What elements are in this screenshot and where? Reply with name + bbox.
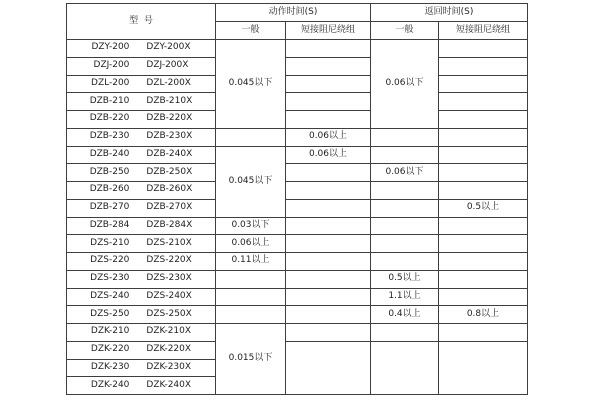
- model-number: DZK-220: [90, 344, 130, 355]
- cell-action-short: [286, 182, 371, 200]
- cell-return-short: [439, 341, 528, 394]
- table-row: [67, 217, 528, 235]
- model-number: DZK-240: [90, 379, 130, 390]
- cell-return-short: [439, 288, 528, 306]
- table-row: [67, 128, 528, 146]
- model-number: DZK-210X: [146, 326, 192, 337]
- model-number: DZK-220X: [146, 344, 192, 355]
- cell-action-short: [286, 75, 371, 93]
- model-cell: [67, 324, 216, 342]
- cell-action-short: [286, 164, 371, 182]
- header-return-short-damping: 短接阻尼绕组: [439, 22, 528, 40]
- header-model-label: 型 号: [129, 15, 153, 26]
- table-row: [67, 288, 528, 306]
- model-cell: [67, 341, 216, 359]
- cell-return-short: [439, 57, 528, 75]
- cell-return-general: 0.4以上: [371, 306, 439, 324]
- table-row: [67, 341, 528, 359]
- model-cell: [67, 164, 216, 182]
- table-row: [67, 235, 528, 253]
- cell-action-short: [286, 217, 371, 235]
- model-number: DZB-210: [89, 95, 130, 106]
- model-number: DZL-200X: [146, 77, 191, 88]
- model-number: DZB-240X: [146, 148, 193, 159]
- cell-return-short: [439, 253, 528, 271]
- header-return-general: 一般: [371, 22, 439, 40]
- cell-return-short: 0.5以上: [439, 199, 528, 217]
- model-cell: [67, 217, 216, 235]
- model-cell: [67, 93, 216, 111]
- cell-return-short: [439, 235, 528, 253]
- model-number: DZK-240X: [146, 379, 192, 390]
- header-action-short-damping: 短接阻尼绕组: [286, 22, 371, 40]
- cell-return-short: [439, 146, 528, 164]
- cell-action-short: [286, 306, 371, 324]
- cell-action-short: 0.06以上: [286, 146, 371, 164]
- cell-return-short: [439, 182, 528, 200]
- cell-return-general: [371, 182, 439, 200]
- header-action-time: 动作时间(S): [216, 4, 371, 22]
- model-cell: [67, 235, 216, 253]
- cell-return-general: 0.5以上: [371, 270, 439, 288]
- table-row: [67, 111, 528, 129]
- model-number: DZK-230X: [146, 361, 192, 372]
- table-row: [67, 75, 528, 93]
- cell-return-general: 0.06以下: [371, 164, 439, 182]
- model-cell: [67, 75, 216, 93]
- cell-return-general: 0.06以下: [371, 40, 439, 129]
- table-row: [67, 40, 528, 58]
- model-cell: [67, 199, 216, 217]
- model-number: DZS-220: [90, 255, 130, 266]
- cell-action-general: [216, 270, 286, 288]
- cell-action-general: 0.11以上: [216, 253, 286, 271]
- model-number: DZL-200: [91, 77, 130, 88]
- table-row: [67, 57, 528, 75]
- model-cell: [67, 40, 216, 58]
- model-number: DZB-270X: [146, 202, 193, 213]
- cell-action-general: 0.015以下: [216, 324, 286, 395]
- cell-action-short: [286, 40, 371, 58]
- model-number: DZJ-200: [93, 60, 130, 71]
- cell-action-general: [216, 128, 286, 146]
- cell-action-short: [286, 324, 371, 342]
- model-number: DZS-210: [90, 237, 130, 248]
- cell-return-general: [371, 324, 439, 342]
- cell-action-short: [286, 199, 371, 217]
- cell-return-short: [439, 217, 528, 235]
- cell-return-general: [371, 341, 439, 394]
- cell-return-short: [439, 270, 528, 288]
- model-number: DZY-200X: [146, 42, 191, 53]
- cell-action-short: [286, 93, 371, 111]
- cell-action-general: [216, 306, 286, 324]
- model-number: DZB-220: [89, 113, 130, 124]
- model-cell: [67, 182, 216, 200]
- header-return-time: 返回时间(S): [371, 4, 528, 22]
- model-cell: [67, 359, 216, 377]
- model-number: DZB-220X: [146, 113, 193, 124]
- model-cell: [67, 253, 216, 271]
- model-number: DZB-260X: [146, 184, 193, 195]
- cell-action-short: [286, 270, 371, 288]
- model-number: DZB-250X: [146, 166, 193, 177]
- cell-return-short: [439, 164, 528, 182]
- header-action-general: 一般: [216, 22, 286, 40]
- model-cell: [67, 57, 216, 75]
- model-number: DZB-210X: [146, 95, 193, 106]
- model-number: DZS-250X: [146, 308, 192, 319]
- table-row: [67, 164, 528, 182]
- cell-action-short: [286, 341, 371, 394]
- model-number: DZS-230X: [146, 273, 192, 284]
- table-row: [67, 93, 528, 111]
- cell-return-short: [439, 324, 528, 342]
- cell-action-short: 0.06以上: [286, 128, 371, 146]
- table-row: [67, 199, 528, 217]
- cell-action-general: 0.045以下: [216, 146, 286, 217]
- cell-return-short: [439, 93, 528, 111]
- model-number: DZK-210: [90, 326, 130, 337]
- model-cell: [67, 146, 216, 164]
- header-row-1: [67, 4, 528, 22]
- model-number: DZB-250: [89, 166, 130, 177]
- table-row: [67, 270, 528, 288]
- model-number: DZB-284X: [146, 219, 193, 230]
- model-number: DZB-230: [89, 131, 130, 142]
- table-row: [67, 306, 528, 324]
- cell-return-general: [371, 146, 439, 164]
- cell-action-short: [286, 288, 371, 306]
- cell-action-short: [286, 57, 371, 75]
- header-model: [67, 4, 216, 40]
- model-number: DZB-240: [89, 148, 130, 159]
- model-number: DZS-250: [90, 308, 130, 319]
- cell-action-general: 0.06以上: [216, 235, 286, 253]
- model-number: DZS-220X: [146, 255, 192, 266]
- table-row: [67, 253, 528, 271]
- cell-action-general: 0.045以下: [216, 40, 286, 129]
- cell-return-general: [371, 235, 439, 253]
- cell-return-short: 0.8以上: [439, 306, 528, 324]
- cell-return-short: [439, 75, 528, 93]
- model-number: DZS-240X: [146, 290, 192, 301]
- model-number: DZS-230: [90, 273, 130, 284]
- model-number: DZB-230X: [146, 131, 193, 142]
- model-cell: [67, 377, 216, 395]
- model-cell: [67, 288, 216, 306]
- model-number: DZB-284: [89, 219, 130, 230]
- model-number: DZS-210X: [146, 237, 192, 248]
- model-number: DZK-230: [90, 361, 130, 372]
- table-row: [67, 324, 528, 342]
- cell-return-general: [371, 199, 439, 217]
- model-cell: [67, 270, 216, 288]
- model-number: DZS-240: [90, 290, 130, 301]
- cell-action-general: 0.03以下: [216, 217, 286, 235]
- cell-return-general: [371, 217, 439, 235]
- model-number: DZY-200: [91, 42, 130, 53]
- cell-return-short: [439, 128, 528, 146]
- spec-table: [66, 3, 528, 395]
- cell-return-general: [371, 253, 439, 271]
- model-cell: [67, 128, 216, 146]
- model-number: DZB-260: [89, 184, 130, 195]
- cell-return-short: [439, 111, 528, 129]
- model-number: DZJ-200X: [146, 60, 189, 71]
- model-cell: [67, 111, 216, 129]
- model-cell: [67, 306, 216, 324]
- table-row: [67, 182, 528, 200]
- table-row: [67, 146, 528, 164]
- cell-action-short: [286, 253, 371, 271]
- cell-return-general: 1.1以上: [371, 288, 439, 306]
- cell-return-short: [439, 40, 528, 58]
- cell-action-short: [286, 235, 371, 253]
- cell-return-general: [371, 128, 439, 146]
- model-number: DZB-270: [89, 202, 130, 213]
- cell-action-general: [216, 288, 286, 306]
- cell-action-short: [286, 111, 371, 129]
